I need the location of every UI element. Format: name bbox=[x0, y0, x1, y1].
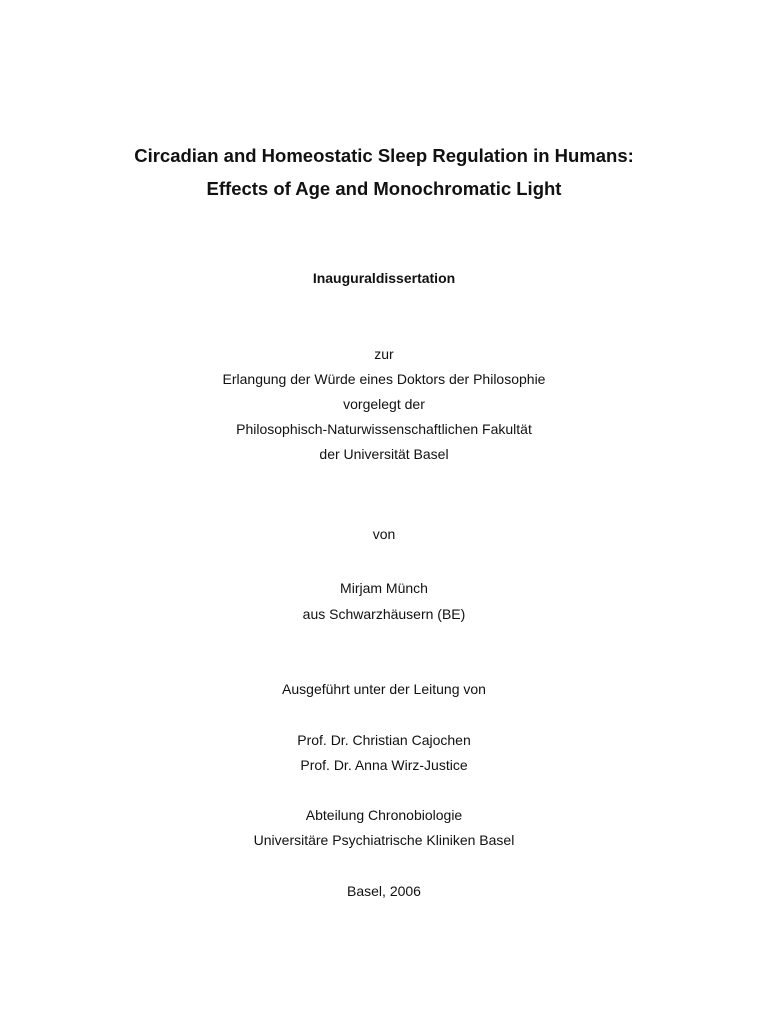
department-name: Abteilung Chronobiologie bbox=[305, 807, 463, 823]
by-label: von bbox=[372, 526, 396, 542]
purpose-line-3: vorgelegt der bbox=[343, 396, 425, 412]
thesis-title-line-1: Circadian and Homeostatic Sleep Regulation in Humans: bbox=[134, 145, 634, 166]
author-origin: aus Schwarzhäusern (BE) bbox=[302, 606, 466, 622]
thesis-title-line-2: Effects of Age and Monochromatic Light bbox=[206, 178, 562, 199]
university-name: der Universität Basel bbox=[319, 446, 449, 462]
supervisor-1: Prof. Dr. Christian Cajochen bbox=[297, 732, 471, 748]
place-and-date: Basel, 2006 bbox=[347, 883, 421, 899]
document-type: Inauguraldissertation bbox=[312, 270, 456, 286]
purpose-line-2: Erlangung der Würde eines Doktors der Philosophie bbox=[222, 371, 546, 387]
purpose-line-1: zur bbox=[374, 346, 394, 362]
author-name: Mirjam Münch bbox=[340, 580, 428, 596]
supervision-intro: Ausgeführt unter der Leitung von bbox=[282, 681, 486, 697]
supervisor-2: Prof. Dr. Anna Wirz-Justice bbox=[300, 757, 468, 773]
faculty-name: Philosophisch-Naturwissenschaftlichen Fakultät bbox=[236, 421, 532, 437]
clinic-name: Universitäre Psychiatrische Kliniken Basel bbox=[253, 832, 515, 848]
